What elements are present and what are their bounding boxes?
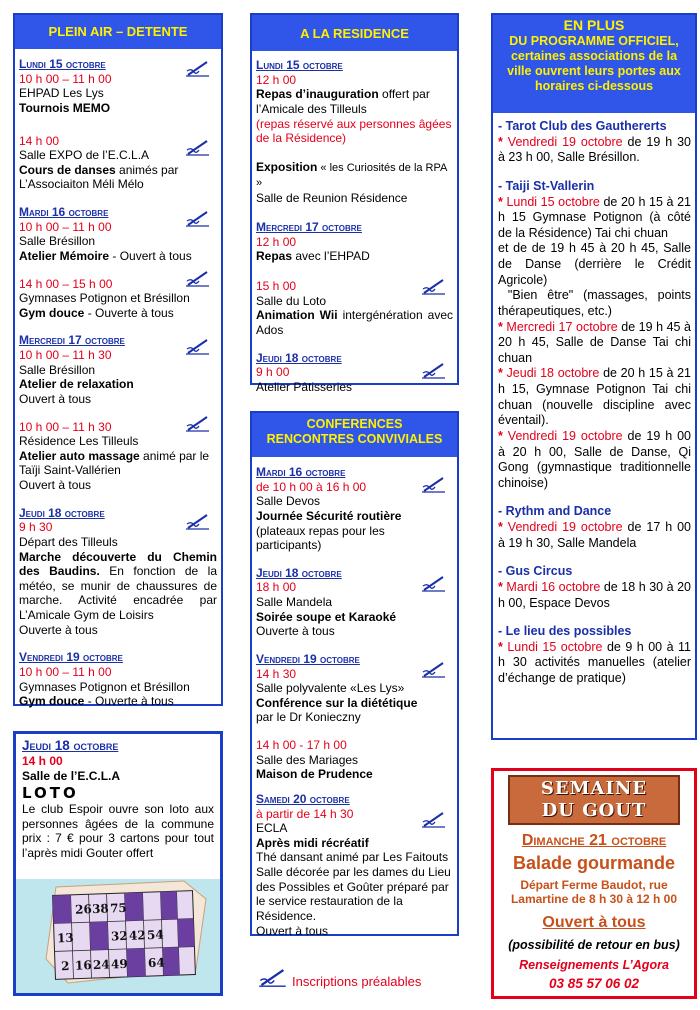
- plein-air-title: PLEIN AIR – DETENTE: [15, 15, 221, 49]
- event-day: Vendredi 19 octobre: [19, 650, 123, 665]
- loto-card-number: 42: [128, 928, 146, 943]
- event-c2-2: [256, 160, 453, 205]
- en-plus-box: [491, 13, 697, 740]
- event-place: Salle des Mariages: [256, 752, 359, 767]
- pen-icon: [185, 414, 211, 432]
- loto-card-number: 54: [146, 927, 164, 943]
- loto-card-number: 26: [74, 902, 93, 917]
- en-plus-title: [493, 15, 695, 113]
- event-place: Salle polyvalente «Les Lys»: [256, 681, 405, 696]
- event-c1-7: [19, 506, 217, 638]
- assoc-date: Mercredi 17 octobre: [506, 319, 618, 334]
- event-name: Conférence sur la diététique: [256, 695, 418, 710]
- conferences-title-line1: CONFERENCES: [306, 417, 403, 431]
- residence-box: [250, 13, 459, 394]
- gout-info: Renseignements L’Agora: [519, 957, 669, 972]
- pen-icon: [421, 475, 447, 493]
- event-c2-1: [256, 58, 453, 146]
- event-name: Cours de danses: [19, 162, 116, 177]
- event-desc2: Ouvert à tous: [19, 478, 92, 492]
- event-c3-2: [256, 566, 453, 639]
- assoc-date: Vendredi 19 octobre: [507, 428, 623, 443]
- assoc-text: de 9 h 00 à 11 h 30 activités manuelles (atelier d’échange de pratique): [498, 639, 691, 685]
- event-place: EHPAD Les Lys: [19, 86, 104, 101]
- loto-card-number: 24: [92, 957, 110, 973]
- pen-icon: [421, 660, 447, 678]
- event-name: Atelier de relaxation: [19, 377, 134, 392]
- event-desc: par le Dr Konieczny: [256, 710, 361, 725]
- event-desc: - Ouverte à tous: [84, 694, 174, 709]
- semaine-gout-box: [491, 768, 697, 999]
- gout-note: (possibilité de retour en bus): [508, 938, 680, 953]
- gout-place2: Lamartine de 8 h 30 à 12 h 00: [510, 892, 678, 907]
- en-plus-title-line3: certaines associations de la ville ouvrent leurs portes aux horaires ci-dessous: [507, 48, 681, 93]
- pen-icon: [185, 138, 211, 156]
- event-time: à partir de 14 h 30: [256, 806, 354, 821]
- pen-icon: [421, 277, 447, 295]
- inscriptions-text: Inscriptions préalables: [292, 974, 422, 989]
- event-name: Marche découverte du Chemin des Baudins.: [19, 549, 217, 579]
- event-c1-4: [19, 277, 217, 321]
- gout-place1: Départ Ferme Baudot, rue: [520, 877, 668, 892]
- assoc-taiji: - Taiji St-Vallerin * Lundi 15 octobre de 20 h 15 à 21 h 15 Gymnase Potignon (à côté de la Résidence) Tai chi chuan et de de 19 h 45 à 20 h 45, Salle de Danse (derrière le Crédit Agricole) "Bien être" (massages, points thérapeutiques, etc.) * Mercredi 17 octobre de 19 h 45 à 20 h 45, Salle de Danse Tai chi chuan * Jeudi 18 octobre de 20 h 15 à 21 h 15, Gymnase Potignon Tai chi chuan (nouvelle discipline avec éventail). * Vendredi 19 octobre de 19 h 00 à 20 h 00, Salle de Danse, Qi Gong (gymnastique traditionnelle chinoise): [498, 178, 695, 490]
- inscriptions-legend: [258, 966, 468, 990]
- event-place: Départ des Tilleuls: [19, 534, 118, 549]
- event-day: Mercredi 17 octobre: [19, 333, 125, 348]
- event-day: Samedi 20 octobre: [256, 791, 350, 806]
- en-plus-title-line2: DU PROGRAMME OFFICIEL,: [509, 33, 679, 48]
- event-day: Mardi 16 octobre: [19, 205, 109, 219]
- event-c1-5: [19, 333, 217, 406]
- event-day: Lundi 15 octobre: [19, 57, 106, 71]
- assoc-gus: - Gus Circus * Mardi 16 octobre de 18 h 30 à 20 h 00, Espace Devos: [498, 564, 692, 610]
- event-name: Maison de Prudence: [256, 767, 373, 782]
- gout-title-line1: SEMAINE: [540, 778, 648, 799]
- assoc-date: Lundi 15 octobre: [507, 639, 603, 654]
- event-time: 10 h 00 – 11 h 30: [19, 419, 112, 434]
- gout-name: Balade gourmande: [512, 852, 676, 873]
- event-place: Résidence Les Tilleuls: [19, 434, 139, 449]
- event-day: Jeudi 18 octobre: [19, 505, 105, 520]
- assoc-date: Jeudi 18 octobre: [506, 366, 600, 381]
- assoc-text: de 17 h 00 à 19 h 30, Salle Mandela: [498, 520, 691, 550]
- event-name: Atelier Mémoire: [19, 248, 110, 263]
- event-name: Après midi récréatif: [256, 835, 369, 850]
- assoc-text: de 19 h 30 à 23 h 00, Salle Brésillon.: [498, 134, 691, 165]
- assoc-text: et de de 19 h 45 à 20 h 45, Salle de Danse (derrière le Crédit Agricole): [498, 241, 691, 287]
- event-day: Vendredi 19 octobre: [256, 651, 360, 666]
- pen-icon: [185, 209, 211, 227]
- gout-open: Ouvert à tous: [542, 913, 646, 931]
- assoc-tarot: - Tarot Club des Gauthererts * Vendredi 19 octobre de 19 h 30 à 23 h 00, Salle Brésillon.: [498, 119, 691, 165]
- loto-card-image: [16, 879, 220, 993]
- event-name: Atelier auto massage: [19, 448, 140, 463]
- residence-title: A LA RESIDENCE: [252, 15, 457, 51]
- event-place: Salle Devos: [256, 494, 321, 509]
- pen-icon: [185, 337, 211, 355]
- event-c1-8: [19, 650, 217, 709]
- assoc-text: de 19 h 45 à 20 h 45, Salle de Danse Tai chi chuan: [498, 319, 691, 365]
- plein-air-box: [13, 13, 223, 709]
- loto-card-number: 13: [56, 930, 75, 946]
- event-c1-1: [19, 57, 217, 116]
- event-desc: - Ouverte à tous: [84, 305, 174, 320]
- assoc-text: de 20 h 15 à 21 h 15, Gymnase Potignon Tai chi chuan (nouvelle discipline avec éventail).: [498, 366, 691, 428]
- event-place: Salle Brésillon: [19, 362, 96, 377]
- event-desc: - Ouvert à tous: [109, 248, 192, 263]
- event-time: 10 h 00 – 11 h 00: [19, 71, 112, 86]
- event-day: Jeudi 18 octobre: [256, 350, 342, 365]
- event-name: Tournois MEMO: [19, 100, 111, 115]
- assoc-text: de 19 h 00 à 20 h 00, Salle de Danse, Qi Gong (gymnastique traditionnelle chinoise): [498, 428, 691, 490]
- assoc-lieu: - Le lieu des possibles * Lundi 15 octobre de 9 h 00 à 11 h 30 activités manuelles (atelier d’échange de pratique): [498, 624, 691, 685]
- event-desc: « les Curiosités de la RPA »: [256, 161, 447, 190]
- event-c1-3: [19, 205, 217, 264]
- assoc-text: "Bien être" (massages, points thérapeutiques, etc.): [498, 288, 695, 318]
- conferences-title: [252, 413, 457, 457]
- event-note: (repas réservé aux personnes âgées de la Résidence): [256, 116, 452, 146]
- pen-icon: [421, 574, 447, 592]
- event-name: Soirée soupe et Karaoké: [256, 609, 397, 624]
- loto-card-number: 49: [110, 956, 128, 972]
- loto-time: 14 h 00: [22, 754, 63, 769]
- event-name: Journée Sécurité routière: [256, 508, 402, 523]
- event-c3-5: [256, 792, 453, 938]
- assoc-rythm: - Rythm and Dance * Vendredi 19 octobre de 17 h 00 à 19 h 30, Salle Mandela: [498, 504, 691, 550]
- pen-icon: [421, 361, 447, 379]
- loto-title: LOTO: [22, 783, 79, 802]
- loto-box: [13, 731, 223, 996]
- event-name: Animation Wii: [256, 308, 338, 323]
- loto-card-number: 2: [60, 958, 70, 974]
- event-day: Jeudi 18 octobre: [256, 565, 342, 580]
- event-c2-3: [256, 220, 453, 264]
- event-time: 10 h 00 – 11 h 30: [19, 348, 112, 362]
- assoc-date: Vendredi 19 octobre: [507, 134, 623, 149]
- event-desc: animés par L’Associaiton Méli Mélo: [19, 162, 179, 192]
- event-time: de 10 h 00 à 16 h 00: [256, 479, 367, 494]
- event-desc: avec l’EHPAD: [292, 249, 370, 264]
- event-desc: En fonction de la météo, se munir de chaussures de marche. Activité encadrée par L’Amicale Gym de Loisirs: [19, 564, 218, 622]
- event-desc: animé par le Taïji Saint-Vallérien: [19, 448, 210, 478]
- en-plus-title-line1: EN PLUS: [563, 17, 625, 33]
- pen-icon: [185, 59, 211, 77]
- event-name: Repas d’inauguration: [256, 87, 379, 102]
- event-c3-4: [256, 738, 453, 782]
- pen-icon: [185, 512, 211, 530]
- gout-title: [508, 775, 680, 825]
- event-day: Mardi 16 octobre: [256, 465, 346, 479]
- event-name: Gym douce: [19, 305, 85, 320]
- loto-card-number: 64: [147, 955, 165, 971]
- loto-day: Jeudi 18 octobre: [22, 738, 119, 753]
- loto-card-number: 32: [110, 928, 128, 944]
- assoc-date: Mardi 16 octobre: [506, 579, 601, 594]
- event-time: 14 h 00 – 15 h 00: [19, 276, 113, 291]
- event-desc: (plateaux repas pour les participants): [256, 523, 385, 553]
- pen-icon: [421, 810, 447, 828]
- loto-place: Salle de l’E.C.L.A: [22, 769, 121, 784]
- event-time: 10 h 00 – 11 h 00: [19, 219, 112, 234]
- event-c2-4: [256, 279, 453, 338]
- event-c1-6: [19, 420, 217, 493]
- event-desc: Ouvert à tous: [19, 391, 92, 406]
- event-place: Gymnases Potignon et Brésillon: [19, 679, 190, 694]
- event-place: Atelier Pâtisseries: [256, 379, 353, 394]
- event-c1-2: [19, 134, 217, 193]
- event-c3-3: [256, 652, 453, 725]
- assoc-date: Lundi 15 octobre: [506, 194, 600, 209]
- assoc-text: de 18 h 30 à 20 h 00, Espace Devos: [498, 579, 692, 610]
- event-c2-5: [256, 351, 453, 395]
- event-desc: Thé dansant animé par Les Faitouts Salle décorée par les dames du Lieu des Possibles et Goûter préparé par le service restauration de la Résidence.: [256, 850, 451, 923]
- event-time: 12 h 00: [256, 72, 297, 87]
- event-desc: offert par l’Amicale des Tilleuls: [256, 87, 430, 116]
- loto-desc: Le club Espoir ouvre son loto aux personnes âgées de la commune prix : 7 € pour 3 cartons pour tout l’après midi Gouter offert: [22, 802, 214, 860]
- gout-day: Dimanche 21 octobre: [521, 832, 667, 850]
- loto-card-number: 75: [109, 900, 128, 916]
- event-place: Salle du Loto: [256, 293, 327, 308]
- pen-icon: [185, 269, 211, 287]
- event-desc2: Ouverte à tous: [19, 622, 98, 637]
- assoc-name: - Taiji St-Vallerin: [498, 178, 595, 193]
- assoc-name: - Rythm and Dance: [498, 504, 612, 519]
- assoc-name: - Tarot Club des Gauthererts: [498, 119, 667, 133]
- event-desc: intergénération avec Ados: [256, 308, 454, 337]
- event-c3-1: [256, 465, 453, 553]
- event-time: 12 h 00: [256, 234, 297, 249]
- conferences-box: [250, 411, 459, 936]
- loto-card-number: 38: [91, 901, 110, 917]
- event-day: Lundi 15 octobre: [256, 58, 343, 72]
- loto-card-number: 16: [74, 958, 92, 973]
- event-place: Salle Brésillon: [19, 234, 96, 249]
- event-name: Gym douce: [19, 694, 85, 709]
- assoc-name: - Gus Circus: [498, 564, 573, 579]
- event-desc2: Ouvert à tous: [256, 923, 329, 938]
- event-name: Exposition: [256, 159, 318, 174]
- event-time: 9 h 00: [256, 365, 290, 380]
- event-name: Repas: [256, 249, 293, 264]
- pen-icon: [258, 966, 288, 988]
- event-place: Salle Mandela: [256, 595, 333, 609]
- event-time: 14 h 00 - 17 h 00: [256, 738, 347, 752]
- event-day: Mercredi 17 octobre: [256, 220, 362, 235]
- assoc-date: Vendredi 19 octobre: [507, 520, 623, 534]
- assoc-name: - Le lieu des possibles: [498, 624, 632, 639]
- assoc-text: de 20 h 15 à 21 h 15 Gymnase Potignon (à côté de la Résidence) Tai chi chuan: [498, 194, 691, 240]
- event-time: 18 h 00: [256, 580, 297, 595]
- event-place: Gymnases Potignon et Brésillon: [19, 291, 190, 306]
- gout-phone: 03 85 57 06 02: [548, 975, 640, 991]
- event-desc: Ouverte à tous: [256, 624, 335, 639]
- event-time: 14 h 00: [19, 133, 60, 148]
- event-place: Salle de Reunion Résidence: [256, 190, 408, 205]
- event-time: 9 h 30: [19, 520, 53, 535]
- event-time: 14 h 30: [256, 666, 297, 681]
- event-time: 15 h 00: [256, 279, 297, 294]
- conferences-title-line2: RENCONTRES CONVIVIALES: [266, 432, 443, 447]
- event-place: ECLA: [256, 821, 288, 836]
- event-place: Salle EXPO de l’E.C.L.A: [19, 148, 150, 163]
- gout-title-line2: DU GOUT: [541, 799, 647, 821]
- event-time: 10 h 00 – 11 h 00: [19, 664, 112, 679]
